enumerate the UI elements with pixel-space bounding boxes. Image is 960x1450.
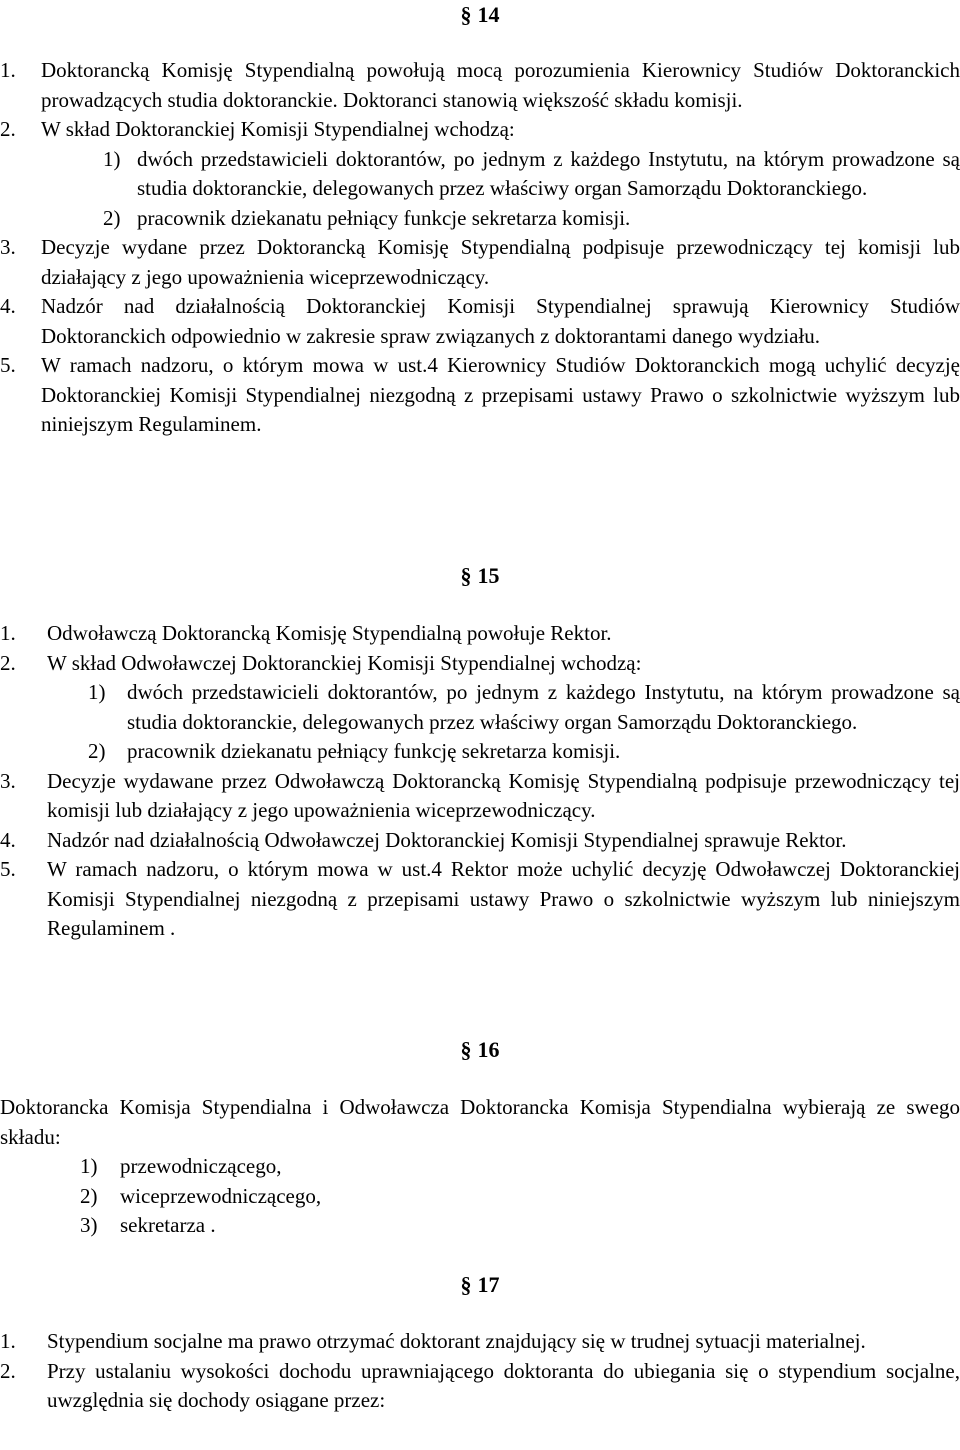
section-heading-14 xyxy=(0,0,960,30)
paragraph-text: Decyzje wydawane przez Odwoławczą Doktorancką Komisję Stypendialną podpisuje przewodniczący tej komisji lub działający z jego upoważnienia wiceprzewodniczący. xyxy=(47,768,960,822)
section-sign: § xyxy=(460,2,472,27)
list-item-text: sekretarza . xyxy=(120,1213,216,1237)
list-item-16-3 xyxy=(0,1211,960,1241)
paragraph-text: Doktorancką Komisję Stypendialną powołują mocą porozumienia Kierownicy Studiów Doktoranckich prowadzących studia doktoranckie. Doktoranci stanowią większość składu komisji. xyxy=(41,58,960,112)
paragraph-number: 2. xyxy=(0,1358,16,1383)
paragraph-text: Odwoławczą Doktorancką Komisję Stypendialną powołuje Rektor. xyxy=(47,621,612,645)
paragraph-number: 1. xyxy=(0,58,16,82)
paragraph-number: 3. xyxy=(0,768,16,793)
paragraph-text: W skład Doktoranckiej Komisji Stypendialnej wchodzą: xyxy=(41,117,515,141)
list-item-text: przewodniczącego, xyxy=(120,1154,282,1178)
paragraph-text: Stypendium socjalne ma prawo otrzymać doktorant znajdujący się w trudnej sytuacji materialnej. xyxy=(47,1329,866,1353)
section-number: 16 xyxy=(477,1037,500,1062)
subitem-14-2-1 xyxy=(0,145,960,204)
list-item-number: 2) xyxy=(80,1183,98,1208)
subitem-number: 1) xyxy=(103,146,121,171)
subitem-number: 1) xyxy=(88,680,106,704)
section-heading-17 xyxy=(0,1270,960,1300)
section-16-body xyxy=(0,1093,960,1241)
paragraph-text: Decyzje wydane przez Doktorancką Komisję Stypendialną podpisuje przewodniczący tej komisji lub działający z jego upoważnienia wiceprzewodniczący. xyxy=(41,235,960,289)
section-sign: § xyxy=(460,563,472,588)
list-item-number: 3) xyxy=(80,1213,98,1237)
paragraph-15-2 xyxy=(0,649,960,679)
list-item-16-1 xyxy=(0,1152,960,1182)
section-16-intro: Doktorancka Komisja Stypendialna i Odwoławcza Doktorancka Komisja Stypendialna wybierają ze swego składu: xyxy=(0,1095,960,1149)
section-heading-16 xyxy=(0,1035,960,1065)
paragraph-number: 3. xyxy=(0,235,16,259)
subitem-text: dwóch przedstawicieli doktorantów, po jednym z każdego Instytutu, na którym prowadzone są studia doktoranckie, delegowanych przez właściwy organ Samorządu Doktoranckiego. xyxy=(137,146,960,200)
paragraph-text: Nadzór nad działalnością Doktoranckiej Komisji Stypendialnej sprawują Kierownicy Studiów Doktoranckich odpowiednio w zakresie spraw związanych z doktorantami danego wydziału. xyxy=(41,294,960,348)
section-sign: § xyxy=(460,1037,472,1062)
paragraph-15-4 xyxy=(0,826,960,856)
paragraph-15-3 xyxy=(0,767,960,826)
paragraph-14-5 xyxy=(0,351,960,440)
paragraph-14-3 xyxy=(0,233,960,292)
subitem-15-2-1 xyxy=(0,678,960,737)
paragraph-number: 4. xyxy=(0,827,16,852)
list-item-text: wiceprzewodniczącego, xyxy=(120,1183,322,1208)
subitem-15-2-2 xyxy=(0,737,960,767)
subitem-text: dwóch przedstawicieli doktorantów, po jednym z każdego Instytutu, na którym prowadzone są studia doktoranckie, delegowanych przez właściwy organ Samorządu Doktoranckiego. xyxy=(127,680,960,734)
subitem-14-2-2 xyxy=(0,204,960,234)
section-sign: § xyxy=(460,1272,472,1297)
paragraph-number: 5. xyxy=(0,857,16,881)
paragraph-number: 2. xyxy=(0,650,16,675)
subitem-number: 2) xyxy=(88,739,106,763)
subitem-text: pracownik dziekanatu pełniący funkcje sekretarza komisji. xyxy=(137,205,631,230)
list-item-number: 1) xyxy=(80,1154,98,1178)
paragraph-number: 1. xyxy=(0,1329,16,1353)
paragraph-text: Przy ustalaniu wysokości dochodu uprawniającego doktoranta do ubiegania się o stypendium socjalne, uwzględnia się dochody osiągane przez: xyxy=(47,1358,960,1412)
paragraph-14-2 xyxy=(0,115,960,145)
paragraph-17-1 xyxy=(0,1327,960,1357)
paragraph-15-1 xyxy=(0,619,960,649)
paragraph-text: W skład Odwoławczej Doktoranckiej Komisji Stypendialnej wchodzą: xyxy=(47,650,642,675)
section-number: 14 xyxy=(477,2,500,27)
paragraph-number: 5. xyxy=(0,353,16,377)
paragraph-text: Nadzór nad działalnością Odwoławczej Doktoranckiej Komisji Stypendialnej sprawuje Rektor. xyxy=(47,827,847,852)
paragraph-text: W ramach nadzoru, o którym mowa w ust.4 Kierownicy Studiów Doktoranckich mogą uchylić decyzję Doktoranckiej Komisji Stypendialnej niezgodną z przepisami ustawy Prawo o szkolnictwie wyższym lub niniejszym Regulaminem. xyxy=(41,353,960,436)
paragraph-number: 2. xyxy=(0,117,16,141)
subitem-text: pracownik dziekanatu pełniący funkcję sekretarza komisji. xyxy=(127,739,621,763)
section-15-body xyxy=(0,619,960,944)
paragraph-17-2 xyxy=(0,1357,960,1416)
paragraph-number: 1. xyxy=(0,621,16,645)
paragraph-14-4 xyxy=(0,292,960,351)
section-17-body xyxy=(0,1327,960,1416)
section-14-body xyxy=(0,56,960,440)
paragraph-number: 4. xyxy=(0,294,16,318)
paragraph-15-5 xyxy=(0,855,960,944)
section-heading-15 xyxy=(0,561,960,591)
list-item-16-2 xyxy=(0,1182,960,1212)
paragraph-14-1 xyxy=(0,56,960,115)
subitem-number: 2) xyxy=(103,205,121,230)
paragraph-text: W ramach nadzoru, o którym mowa w ust.4 Rektor może uchylić decyzję Odwoławczej Doktoranckiej Komisji Stypendialnej niezgodną z przepisami ustawy Prawo o szkolnictwie wyższym lub niniejszym Regulaminem . xyxy=(47,857,960,940)
section-number: 17 xyxy=(477,1272,500,1297)
section-number: 15 xyxy=(477,563,500,588)
